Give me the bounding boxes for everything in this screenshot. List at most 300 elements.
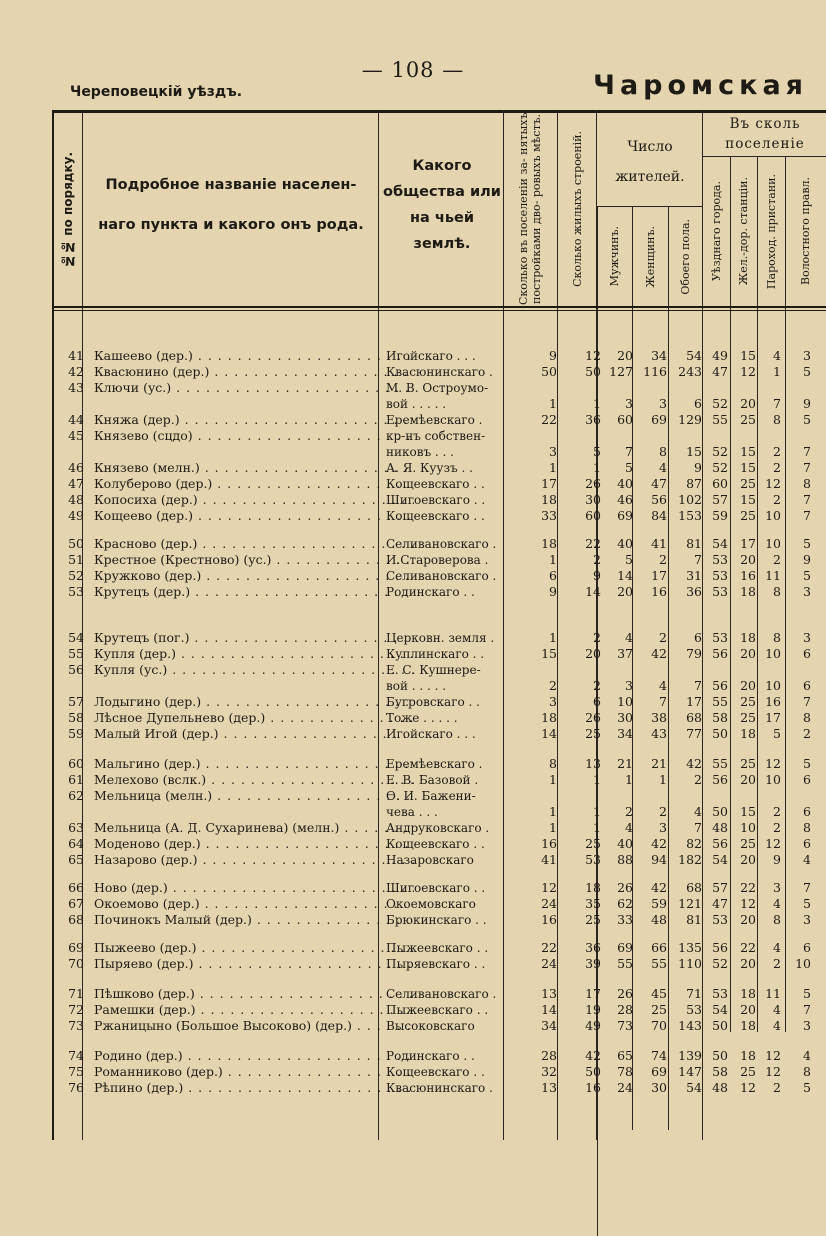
value-cell: 7 xyxy=(694,820,702,835)
settlement-name: Починокъ Малый (дер.) . . . xyxy=(94,912,414,928)
value-cell: 16 xyxy=(541,836,557,851)
value-cell: 6 xyxy=(803,836,811,851)
value-cell: 15 xyxy=(740,460,756,475)
row-number: 57 xyxy=(68,694,84,709)
value-cell: 4 xyxy=(659,678,667,693)
row-number: 63 xyxy=(68,820,84,835)
table-row xyxy=(52,364,826,380)
value-cell: 5 xyxy=(625,552,633,567)
value-cell: 47 xyxy=(712,896,728,911)
table-row xyxy=(52,662,826,678)
value-cell: 55 xyxy=(712,694,728,709)
value-cell: 33 xyxy=(617,912,633,927)
value-cell: 1 xyxy=(625,772,633,787)
row-number: 72 xyxy=(68,1002,84,1017)
value-cell: 54 xyxy=(686,348,702,363)
value-cell: 24 xyxy=(617,1080,633,1095)
value-cell: 8 xyxy=(773,912,781,927)
table-row xyxy=(52,428,826,444)
value-cell: 66 xyxy=(651,940,667,955)
value-cell: 2 xyxy=(659,552,667,567)
society-name: Еремѣевскаго . xyxy=(386,757,483,771)
value-cell: 2 xyxy=(593,678,601,693)
value-cell: 21 xyxy=(651,756,667,771)
table-row xyxy=(52,772,826,788)
value-cell: 9 xyxy=(803,552,811,567)
value-cell: 56 xyxy=(712,940,728,955)
value-cell: 3 xyxy=(549,694,557,709)
value-cell: 116 xyxy=(643,364,667,379)
row-number: 64 xyxy=(68,836,84,851)
value-cell: 53 xyxy=(585,852,601,867)
value-cell: 18 xyxy=(740,726,756,741)
value-cell: 60 xyxy=(617,412,633,427)
row-number: 53 xyxy=(68,584,84,599)
society-name: Селивановскаго . xyxy=(386,569,497,583)
value-cell: 42 xyxy=(651,880,667,895)
value-cell: 21 xyxy=(617,756,633,771)
value-cell: 5 xyxy=(803,536,811,551)
value-cell: 18 xyxy=(541,492,557,507)
value-cell: 20 xyxy=(617,348,633,363)
value-cell: 38 xyxy=(651,710,667,725)
value-cell: 79 xyxy=(686,646,702,661)
settlement-name: Мельница (мелн.) . . . xyxy=(94,788,414,804)
table-row xyxy=(52,568,826,584)
col-header-men: Мужчинъ. xyxy=(608,226,621,287)
society-name: Окоемовскаго xyxy=(386,897,476,911)
value-cell: 15 xyxy=(740,444,756,459)
col-header-society: Какого общества или на чьей землѣ. xyxy=(383,158,501,252)
value-cell: 53 xyxy=(712,568,728,583)
row-number: 73 xyxy=(68,1018,84,1033)
value-cell: 7 xyxy=(803,492,811,507)
value-cell: 2 xyxy=(625,804,633,819)
value-cell: 4 xyxy=(803,852,811,867)
row-number: 59 xyxy=(68,726,84,741)
value-cell: 1 xyxy=(659,772,667,787)
value-cell: 58 xyxy=(712,710,728,725)
value-cell: 36 xyxy=(686,584,702,599)
value-cell: 42 xyxy=(651,836,667,851)
col-header-pier: Пароход. пристани. xyxy=(764,173,778,290)
society-name: Квасюнинскаго . xyxy=(386,365,493,379)
value-cell: 41 xyxy=(541,852,557,867)
value-cell: 5 xyxy=(625,460,633,475)
value-cell: 55 xyxy=(617,956,633,971)
value-cell: 4 xyxy=(773,896,781,911)
value-cell: 59 xyxy=(651,896,667,911)
group-rule xyxy=(702,156,826,157)
value-cell: 9 xyxy=(549,584,557,599)
value-cell: 2 xyxy=(773,460,781,475)
table-row xyxy=(52,986,826,1002)
row-number: 48 xyxy=(68,492,84,507)
page-number: — 108 — xyxy=(361,58,465,82)
table-row xyxy=(52,444,826,460)
value-cell: 17 xyxy=(765,710,781,725)
settlement-name: Колуберово (дер.) . . . xyxy=(94,476,414,492)
table-row xyxy=(52,836,826,852)
value-cell: 34 xyxy=(617,726,633,741)
header-rule xyxy=(52,306,826,308)
value-cell: 17 xyxy=(541,476,557,491)
value-cell: 18 xyxy=(740,1048,756,1063)
table-row xyxy=(52,348,826,364)
value-cell: 2 xyxy=(773,956,781,971)
value-cell: 4 xyxy=(803,1048,811,1063)
row-number: 58 xyxy=(68,710,84,725)
society-name: Пыряевскаго . . xyxy=(386,957,486,971)
value-cell: 37 xyxy=(617,646,633,661)
value-cell: 45 xyxy=(651,986,667,1001)
society-name: Кощеевскаго . . xyxy=(386,509,485,523)
table-row xyxy=(52,1018,826,1034)
value-cell: 42 xyxy=(686,756,702,771)
value-cell: 55 xyxy=(651,956,667,971)
value-cell: 2 xyxy=(694,772,702,787)
value-cell: 5 xyxy=(773,726,781,741)
value-cell: 6 xyxy=(803,804,811,819)
value-cell: 20 xyxy=(740,1002,756,1017)
value-cell: 3 xyxy=(659,396,667,411)
row-number: 50 xyxy=(68,536,84,551)
value-cell: 1 xyxy=(549,552,557,567)
value-cell: 7 xyxy=(803,1002,811,1017)
value-cell: 20 xyxy=(740,552,756,567)
value-cell: 6 xyxy=(694,396,702,411)
value-cell: 4 xyxy=(694,804,702,819)
table-row xyxy=(52,880,826,896)
value-cell: 19 xyxy=(585,1002,601,1017)
value-cell: 20 xyxy=(740,678,756,693)
value-cell: 16 xyxy=(651,584,667,599)
value-cell: 50 xyxy=(541,364,557,379)
value-cell: 25 xyxy=(740,710,756,725)
value-cell: 69 xyxy=(651,1064,667,1079)
value-cell: 50 xyxy=(712,726,728,741)
settlement-name: Князево (сцдо) . . . xyxy=(94,428,414,444)
settlement-name: Ржаницыно (Большое Высоково) (дер.) . . . xyxy=(94,1018,414,1034)
value-cell: 15 xyxy=(740,348,756,363)
value-cell: 10 xyxy=(795,956,811,971)
value-cell: 50 xyxy=(712,804,728,819)
value-cell: 16 xyxy=(765,694,781,709)
col-header-both: Обоего пола. xyxy=(678,218,692,295)
table-row xyxy=(52,412,826,428)
settlement-name: Назарово (дер.) . . . xyxy=(94,852,414,868)
header-rule xyxy=(52,310,826,311)
col-header-houses: Сколько жилыхъ строеній. xyxy=(570,130,584,287)
value-cell: 9 xyxy=(549,348,557,363)
value-cell: 73 xyxy=(617,1018,633,1033)
table-row xyxy=(52,694,826,710)
settlement-name: Княжа (дер.) . . . xyxy=(94,412,414,428)
value-cell: 25 xyxy=(585,912,601,927)
row-number: 43 xyxy=(68,380,84,395)
value-cell: 56 xyxy=(712,646,728,661)
row-number: 52 xyxy=(68,568,84,583)
society-name: Андруковскаго . xyxy=(386,821,490,835)
value-cell: 18 xyxy=(740,986,756,1001)
row-number: 44 xyxy=(68,412,84,427)
value-cell: 69 xyxy=(617,940,633,955)
value-cell: 12 xyxy=(765,836,781,851)
value-cell: 12 xyxy=(585,348,601,363)
row-number: 54 xyxy=(68,630,84,645)
society-name: Тоже . . . . . xyxy=(386,711,458,725)
col-header-places: Сколько въ поселеніи за- нятыхъ постройками дво- ровыхъ мѣстъ. xyxy=(517,112,543,305)
settlement-name: Крутецъ (пог.) . . . xyxy=(94,630,414,646)
col-header-inhabitants: Число жителей. xyxy=(615,139,685,185)
society-name: Квасюнинскаго . xyxy=(386,1081,493,1095)
value-cell: 25 xyxy=(740,508,756,523)
value-cell: 18 xyxy=(740,630,756,645)
value-cell: 31 xyxy=(686,568,702,583)
value-cell: 2 xyxy=(803,726,811,741)
value-cell: 2 xyxy=(773,1080,781,1095)
settlement-name: Окоемово (дер.) . . . xyxy=(94,896,414,912)
settlement-name: Романниково (дер.) . . . xyxy=(94,1064,414,1080)
value-cell: 14 xyxy=(541,1002,557,1017)
value-cell: 15 xyxy=(541,646,557,661)
value-cell: 54 xyxy=(712,852,728,867)
value-cell: 26 xyxy=(617,880,633,895)
settlement-name: Кашеево (дер.) . . . xyxy=(94,348,414,364)
value-cell: 3 xyxy=(803,584,811,599)
value-cell: 53 xyxy=(712,630,728,645)
value-cell: 68 xyxy=(686,880,702,895)
value-cell: 5 xyxy=(803,756,811,771)
table-row xyxy=(52,508,826,524)
society-name: Селивановскаго . xyxy=(386,537,497,551)
value-cell: 8 xyxy=(803,820,811,835)
value-cell: 5 xyxy=(803,364,811,379)
value-cell: 14 xyxy=(617,568,633,583)
value-cell: 12 xyxy=(541,880,557,895)
value-cell: 53 xyxy=(712,584,728,599)
settlement-name: Рѣпино (дер.) . . . xyxy=(94,1080,414,1096)
value-cell: 56 xyxy=(651,492,667,507)
value-cell: 87 xyxy=(686,476,702,491)
value-cell: 68 xyxy=(686,710,702,725)
value-cell: 3 xyxy=(803,630,811,645)
value-cell: 20 xyxy=(740,772,756,787)
table-row xyxy=(52,646,826,662)
row-number: 45 xyxy=(68,428,84,443)
table-row xyxy=(52,1002,826,1018)
value-cell: 74 xyxy=(651,1048,667,1063)
value-cell: 1 xyxy=(549,460,557,475)
row-number: 75 xyxy=(68,1064,84,1079)
value-cell: 28 xyxy=(617,1002,633,1017)
society-name: Еремѣевскаго . xyxy=(386,413,483,427)
value-cell: 143 xyxy=(678,1018,702,1033)
value-cell: 8 xyxy=(659,444,667,459)
value-cell: 129 xyxy=(678,412,702,427)
value-cell: 25 xyxy=(585,836,601,851)
row-number: 62 xyxy=(68,788,84,803)
value-cell: 2 xyxy=(773,492,781,507)
settlement-name: Крестное (Крестново) (ус.) . . . xyxy=(94,552,414,568)
value-cell: 8 xyxy=(803,710,811,725)
value-cell: 8 xyxy=(803,476,811,491)
value-cell: 8 xyxy=(773,584,781,599)
table-row xyxy=(52,804,826,820)
value-cell: 55 xyxy=(712,412,728,427)
value-cell: 5 xyxy=(803,896,811,911)
table-row xyxy=(52,956,826,972)
value-cell: 2 xyxy=(593,552,601,567)
value-cell: 1 xyxy=(549,804,557,819)
value-cell: 25 xyxy=(740,476,756,491)
value-cell: 50 xyxy=(585,364,601,379)
table-row xyxy=(52,460,826,476)
value-cell: 6 xyxy=(803,646,811,661)
settlement-name: Мельница (А. Д. Сухаринева) (мелн.) . . . xyxy=(94,820,414,836)
value-cell: 65 xyxy=(617,1048,633,1063)
value-cell: 34 xyxy=(541,1018,557,1033)
value-cell: 1 xyxy=(593,804,601,819)
value-cell: 60 xyxy=(585,508,601,523)
row-number: 66 xyxy=(68,880,84,895)
value-cell: 2 xyxy=(659,804,667,819)
value-cell: 58 xyxy=(712,1064,728,1079)
value-cell: 77 xyxy=(686,726,702,741)
col-header-women: Женщинъ. xyxy=(643,225,657,288)
row-number: 70 xyxy=(68,956,84,971)
value-cell: 17 xyxy=(740,536,756,551)
table-row xyxy=(52,1064,826,1080)
society-name: Е. С. Кушнере- xyxy=(386,663,481,677)
value-cell: 3 xyxy=(773,880,781,895)
table-row xyxy=(52,630,826,646)
value-cell: 10 xyxy=(765,508,781,523)
row-number: 69 xyxy=(68,940,84,955)
table-row xyxy=(52,380,826,396)
value-cell: 30 xyxy=(617,710,633,725)
value-cell: 182 xyxy=(678,852,702,867)
value-cell: 3 xyxy=(803,348,811,363)
value-cell: 8 xyxy=(549,756,557,771)
society-name: Пыжеевскаго . . xyxy=(386,1003,489,1017)
value-cell: 15 xyxy=(740,804,756,819)
value-cell: 20 xyxy=(740,852,756,867)
table-row xyxy=(52,726,826,742)
society-name: Брюкинскаго . . xyxy=(386,913,487,927)
society-name: Кощеевскаго . . xyxy=(386,1065,485,1079)
value-cell: 54 xyxy=(712,1002,728,1017)
value-cell: 2 xyxy=(773,820,781,835)
settlement-name: Копосиха (дер.) . . . xyxy=(94,492,414,508)
settlement-name: Красново (дер.) . . . xyxy=(94,536,414,552)
value-cell: 121 xyxy=(678,896,702,911)
row-number: 41 xyxy=(68,348,84,363)
value-cell: 9 xyxy=(803,396,811,411)
society-name: Родинскаго . . xyxy=(386,1049,475,1063)
value-cell: 25 xyxy=(740,756,756,771)
value-cell: 4 xyxy=(773,940,781,955)
value-cell: 5 xyxy=(803,412,811,427)
society-name: А. Я. Куузъ . . xyxy=(386,461,473,475)
settlement-name: Кружково (дер.) . . . xyxy=(94,568,414,584)
value-cell: 10 xyxy=(765,678,781,693)
value-cell: 4 xyxy=(773,1002,781,1017)
value-cell: 1 xyxy=(773,364,781,379)
value-cell: 8 xyxy=(773,630,781,645)
value-cell: 69 xyxy=(617,508,633,523)
value-cell: 5 xyxy=(803,1080,811,1095)
value-cell: 3 xyxy=(803,1018,811,1033)
table-row xyxy=(52,940,826,956)
value-cell: 2 xyxy=(773,552,781,567)
value-cell: 1 xyxy=(593,772,601,787)
value-cell: 7 xyxy=(803,694,811,709)
value-cell: 48 xyxy=(712,820,728,835)
table-row xyxy=(52,552,826,568)
value-cell: 11 xyxy=(765,568,781,583)
value-cell: 47 xyxy=(651,476,667,491)
value-cell: 16 xyxy=(585,1080,601,1095)
value-cell: 25 xyxy=(651,1002,667,1017)
value-cell: 243 xyxy=(678,364,702,379)
value-cell: 53 xyxy=(686,1002,702,1017)
value-cell: 53 xyxy=(712,986,728,1001)
row-number: 42 xyxy=(68,364,84,379)
settlement-name: Кощеево (дер.) . . . xyxy=(94,508,414,524)
value-cell: 1 xyxy=(549,630,557,645)
value-cell: 3 xyxy=(803,912,811,927)
value-cell: 7 xyxy=(773,396,781,411)
value-cell: 42 xyxy=(585,1048,601,1063)
value-cell: 102 xyxy=(678,492,702,507)
value-cell: 88 xyxy=(617,852,633,867)
settlement-name: Лодыгино (дер.) . . . xyxy=(94,694,414,710)
row-number: 67 xyxy=(68,896,84,911)
table-row xyxy=(52,396,826,412)
row-number: 71 xyxy=(68,986,84,1001)
value-cell: 26 xyxy=(617,986,633,1001)
table-row xyxy=(52,476,826,492)
society-name: Родинскаго . . xyxy=(386,585,475,599)
table-row xyxy=(52,788,826,804)
value-cell: 71 xyxy=(686,986,702,1001)
value-cell: 52 xyxy=(712,460,728,475)
value-cell: 34 xyxy=(651,348,667,363)
value-cell: 20 xyxy=(740,396,756,411)
value-cell: 57 xyxy=(712,492,728,507)
value-cell: 52 xyxy=(712,396,728,411)
table-row xyxy=(52,912,826,928)
value-cell: 26 xyxy=(585,710,601,725)
value-cell: 25 xyxy=(740,694,756,709)
value-cell: 12 xyxy=(740,1080,756,1095)
value-cell: 22 xyxy=(541,412,557,427)
society-name: Игойскаго . . . xyxy=(386,727,476,741)
settlement-name: Князево (мелн.) . . . xyxy=(94,460,414,476)
value-cell: 1 xyxy=(593,460,601,475)
value-cell: 28 xyxy=(541,1048,557,1063)
value-cell: 20 xyxy=(585,646,601,661)
value-cell: 50 xyxy=(712,1048,728,1063)
value-cell: 48 xyxy=(712,1080,728,1095)
value-cell: 4 xyxy=(625,820,633,835)
society-name: Кощеевскаго . . xyxy=(386,477,485,491)
row-number: 74 xyxy=(68,1048,84,1063)
table-row xyxy=(52,678,826,694)
value-cell: 54 xyxy=(712,536,728,551)
value-cell: 2 xyxy=(593,630,601,645)
